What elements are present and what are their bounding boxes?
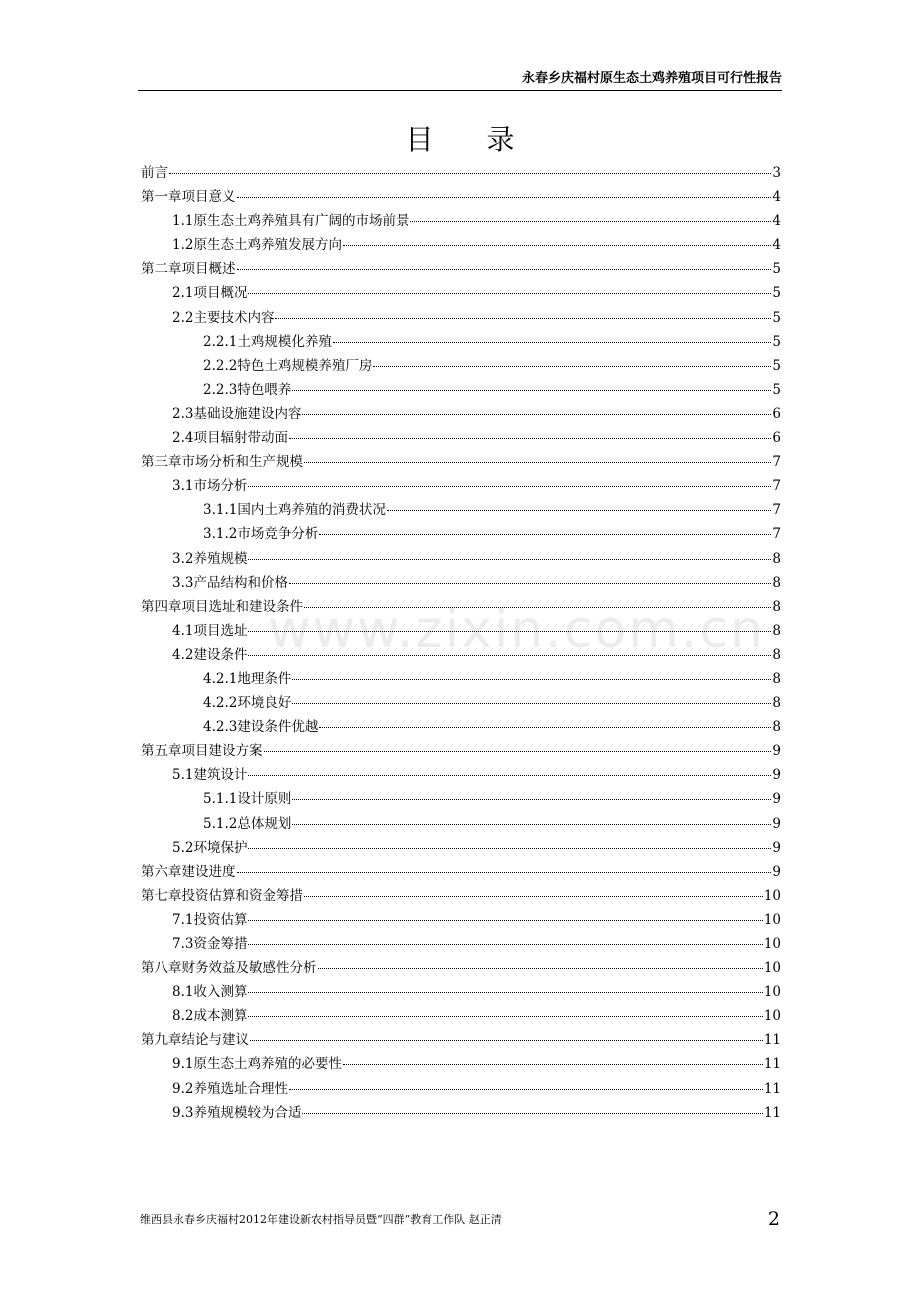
toc-entry-label: 3.3产品结构和价格	[172, 574, 288, 591]
toc-entry[interactable]	[141, 498, 781, 522]
toc-entry-page: 4	[772, 189, 781, 206]
toc-entry[interactable]	[141, 595, 781, 619]
toc-entry-label: 9.2养殖选址合理性	[172, 1080, 288, 1097]
toc-leader-dots	[343, 1064, 763, 1065]
toc-entry-page: 9	[772, 863, 781, 880]
toc-entry-page: 5	[772, 357, 781, 374]
toc-entry-page: 9	[772, 767, 781, 784]
toc-entry-label: 4.2.2环境良好	[203, 695, 292, 712]
toc-entry-page: 10	[763, 911, 781, 928]
toc-leader-dots	[319, 534, 771, 535]
toc-entry[interactable]	[141, 619, 781, 643]
toc-entry-label: 4.2.3建设条件优越	[203, 719, 319, 736]
toc-entry-page: 7	[772, 454, 781, 471]
footer-text: 维西县永春乡庆福村2012年建设新农村指导员暨“四群”教育工作队 赵正清	[140, 1213, 502, 1226]
watermark: www.zixin.com.cn	[268, 600, 765, 660]
toc-entry-label: 2.2.3特色喂养	[203, 381, 292, 398]
toc-entry[interactable]	[141, 860, 781, 884]
toc-entry-label: 4.1项目选址	[172, 622, 248, 639]
toc-leader-dots	[264, 751, 772, 752]
toc-entry-page: 9	[772, 839, 781, 856]
toc-entry-page: 10	[763, 984, 781, 1001]
toc-leader-dots	[248, 631, 771, 632]
toc-leader-dots	[248, 920, 762, 921]
toc-entry-page: 9	[772, 815, 781, 832]
toc-entry-page: 6	[772, 430, 781, 447]
toc-leader-dots	[248, 992, 762, 993]
toc-entry[interactable]	[141, 1101, 781, 1125]
toc-entry-page: 11	[763, 1032, 781, 1049]
toc-leader-dots	[250, 1040, 763, 1041]
toc-entry-label: 1.1原生态土鸡养殖具有广阔的市场前景	[172, 213, 410, 230]
toc-entry[interactable]	[141, 522, 781, 546]
toc-entry-page: 5	[772, 333, 781, 350]
toc-leader-dots	[319, 727, 771, 728]
toc-leader-dots	[289, 1089, 763, 1090]
toc-entry-label: 前言	[141, 165, 168, 181]
toc-leader-dots	[373, 366, 771, 367]
toc-entry[interactable]	[141, 643, 781, 667]
toc-entry-page: 8	[772, 598, 781, 615]
toc-entry[interactable]	[141, 812, 781, 836]
toc-leader-dots	[292, 824, 771, 825]
toc-entry-label: 3.1.1国内土鸡养殖的消费状况	[203, 502, 386, 519]
toc-entry-label: 2.2主要技术内容	[172, 309, 275, 326]
toc-entry[interactable]	[141, 932, 781, 956]
toc-leader-dots	[237, 197, 772, 198]
toc-entry-label: 2.1项目概况	[172, 285, 248, 302]
toc-entry-label: 第九章结论与建议	[141, 1032, 249, 1049]
toc-entry-label: 9.3养殖规模较为合适	[172, 1104, 302, 1121]
toc-leader-dots	[237, 872, 772, 873]
toc-title: 目 录	[405, 123, 537, 156]
toc-entry-page: 10	[763, 960, 781, 977]
toc-leader-dots	[248, 559, 771, 560]
toc-entry-label: 第五章项目建设方案	[141, 743, 263, 760]
toc-entry-page: 5	[772, 261, 781, 278]
toc-entry[interactable]	[141, 715, 781, 739]
page-number: 2	[767, 1208, 780, 1230]
toc-leader-dots	[248, 655, 771, 656]
toc-entry[interactable]	[141, 884, 781, 908]
toc-leader-dots	[292, 799, 771, 800]
toc-leader-dots	[292, 703, 771, 704]
toc-entry[interactable]	[141, 1004, 781, 1028]
toc-entry-label: 2.2.1土鸡规模化养殖	[203, 333, 332, 350]
toc-entry[interactable]	[141, 547, 781, 571]
toc-entry-label: 4.2.1地理条件	[203, 670, 292, 687]
toc-entry-label: 3.2养殖规模	[172, 550, 248, 567]
toc-entry-page: 8	[772, 670, 781, 687]
toc-entry-page: 7	[772, 478, 781, 495]
toc-entry-label: 5.1.2总体规划	[203, 815, 292, 832]
toc-entry[interactable]	[141, 426, 781, 450]
toc-entry-page: 8	[772, 646, 781, 663]
toc-entry[interactable]	[141, 691, 781, 715]
toc-entry[interactable]	[141, 330, 781, 354]
toc-entry-label: 8.2成本测算	[172, 1008, 248, 1025]
toc-leader-dots	[248, 944, 762, 945]
toc-entry-page: 7	[772, 526, 781, 543]
toc-leader-dots	[275, 318, 771, 319]
toc-entry[interactable]	[141, 787, 781, 811]
toc-entry-label: 5.2环境保护	[172, 839, 248, 856]
toc-entry-page: 11	[763, 1104, 781, 1121]
running-header: 永春乡庆福村原生态土鸡养殖项目可行性报告	[521, 71, 782, 86]
toc-leader-dots	[169, 173, 771, 174]
toc-leader-dots	[387, 510, 772, 511]
toc-leader-dots	[292, 679, 771, 680]
toc-leader-dots	[289, 438, 771, 439]
toc-entry[interactable]	[141, 281, 781, 305]
toc-entry[interactable]	[141, 185, 781, 209]
toc-entry[interactable]	[141, 1052, 781, 1076]
toc-entry[interactable]	[141, 257, 781, 281]
toc-leader-dots	[304, 896, 763, 897]
toc-entry-label: 第二章项目概述	[141, 261, 236, 278]
toc-entry-label: 7.3资金筹措	[172, 936, 248, 952]
toc-entry[interactable]	[141, 1077, 781, 1101]
toc-entry[interactable]	[141, 306, 781, 330]
toc-entry-page: 9	[772, 743, 781, 760]
toc-entry[interactable]	[141, 908, 781, 932]
toc-entry[interactable]	[141, 402, 781, 426]
toc-entry-page: 8	[772, 622, 781, 639]
toc-entry-page: 10	[763, 936, 781, 952]
toc-entry-page: 5	[772, 381, 781, 398]
toc-leader-dots	[333, 342, 772, 343]
toc-entry-label: 5.1建筑设计	[172, 767, 248, 784]
toc-entry-label: 第七章投资估算和资金筹措	[141, 887, 303, 904]
toc-entry[interactable]	[141, 233, 781, 257]
toc-entry-page: 8	[772, 574, 781, 591]
toc-entry[interactable]	[141, 667, 781, 691]
toc-leader-dots	[289, 583, 771, 584]
toc-entry-page: 6	[772, 405, 781, 422]
toc-entry[interactable]	[141, 474, 781, 498]
toc-entry-page: 9	[772, 791, 781, 808]
toc-entry[interactable]	[141, 450, 781, 474]
toc-entry-label: 2.3基础设施建设内容	[172, 405, 302, 422]
toc-entry-label: 第三章市场分析和生产规模	[141, 454, 303, 471]
toc-leader-dots	[237, 269, 772, 270]
toc-entry-label: 4.2建设条件	[172, 646, 248, 663]
toc-leader-dots	[410, 221, 771, 222]
toc-entry[interactable]	[141, 161, 781, 185]
toc-entry-page: 10	[763, 1008, 781, 1025]
toc-leader-dots	[302, 414, 771, 415]
toc-entry-label: 8.1收入测算	[172, 984, 248, 1001]
toc-entry-label: 1.2原生态土鸡养殖发展方向	[172, 237, 342, 254]
toc-leader-dots	[248, 775, 771, 776]
toc-entry-page: 3	[772, 165, 781, 181]
toc-entry-label: 3.1市场分析	[172, 478, 248, 495]
toc-entry[interactable]	[141, 980, 781, 1004]
toc-entry-label: 第一章项目意义	[141, 189, 236, 206]
toc-entry-page: 8	[772, 695, 781, 712]
toc-entry[interactable]	[141, 836, 781, 860]
toc-entry-page: 4	[772, 213, 781, 230]
toc-entry-label: 第四章项目选址和建设条件	[141, 598, 303, 615]
toc-entry-label: 5.1.1设计原则	[203, 791, 292, 808]
table-of-contents	[141, 161, 781, 1125]
toc-entry-label: 2.4项目辐射带动面	[172, 430, 288, 447]
toc-leader-dots	[248, 486, 771, 487]
toc-leader-dots	[318, 968, 763, 969]
toc-leader-dots	[343, 245, 771, 246]
toc-entry-page: 8	[772, 719, 781, 736]
toc-leader-dots	[304, 607, 771, 608]
toc-entry[interactable]	[141, 739, 781, 763]
toc-entry-page: 5	[772, 309, 781, 326]
header-divider	[138, 90, 782, 91]
toc-entry[interactable]	[141, 1028, 781, 1052]
toc-entry-page: 5	[772, 285, 781, 302]
toc-entry-page: 11	[763, 1080, 781, 1097]
toc-entry-label: 第六章建设进度	[141, 863, 236, 880]
toc-entry-label: 3.1.2市场竞争分析	[203, 526, 319, 543]
toc-entry-label: 2.2.2特色土鸡规模养殖厂房	[203, 357, 373, 374]
toc-entry-page: 11	[763, 1056, 781, 1073]
toc-leader-dots	[248, 1016, 762, 1017]
toc-entry-label: 9.1原生态土鸡养殖的必要性	[172, 1056, 342, 1073]
toc-entry[interactable]	[141, 354, 781, 378]
toc-entry-page: 10	[763, 887, 781, 904]
toc-entry[interactable]	[141, 378, 781, 402]
toc-leader-dots	[292, 390, 771, 391]
toc-entry[interactable]	[141, 763, 781, 787]
toc-entry[interactable]	[141, 571, 781, 595]
toc-entry-page: 8	[772, 550, 781, 567]
toc-leader-dots	[248, 293, 771, 294]
toc-entry-page: 7	[772, 502, 781, 519]
toc-leader-dots	[304, 462, 771, 463]
toc-entry[interactable]	[141, 209, 781, 233]
toc-entry-label: 第八章财务效益及敏感性分析	[141, 960, 317, 977]
toc-leader-dots	[302, 1113, 762, 1114]
toc-entry-page: 4	[772, 237, 781, 254]
toc-entry-label: 7.1投资估算	[172, 911, 248, 928]
toc-entry[interactable]	[141, 956, 781, 980]
toc-leader-dots	[248, 848, 771, 849]
